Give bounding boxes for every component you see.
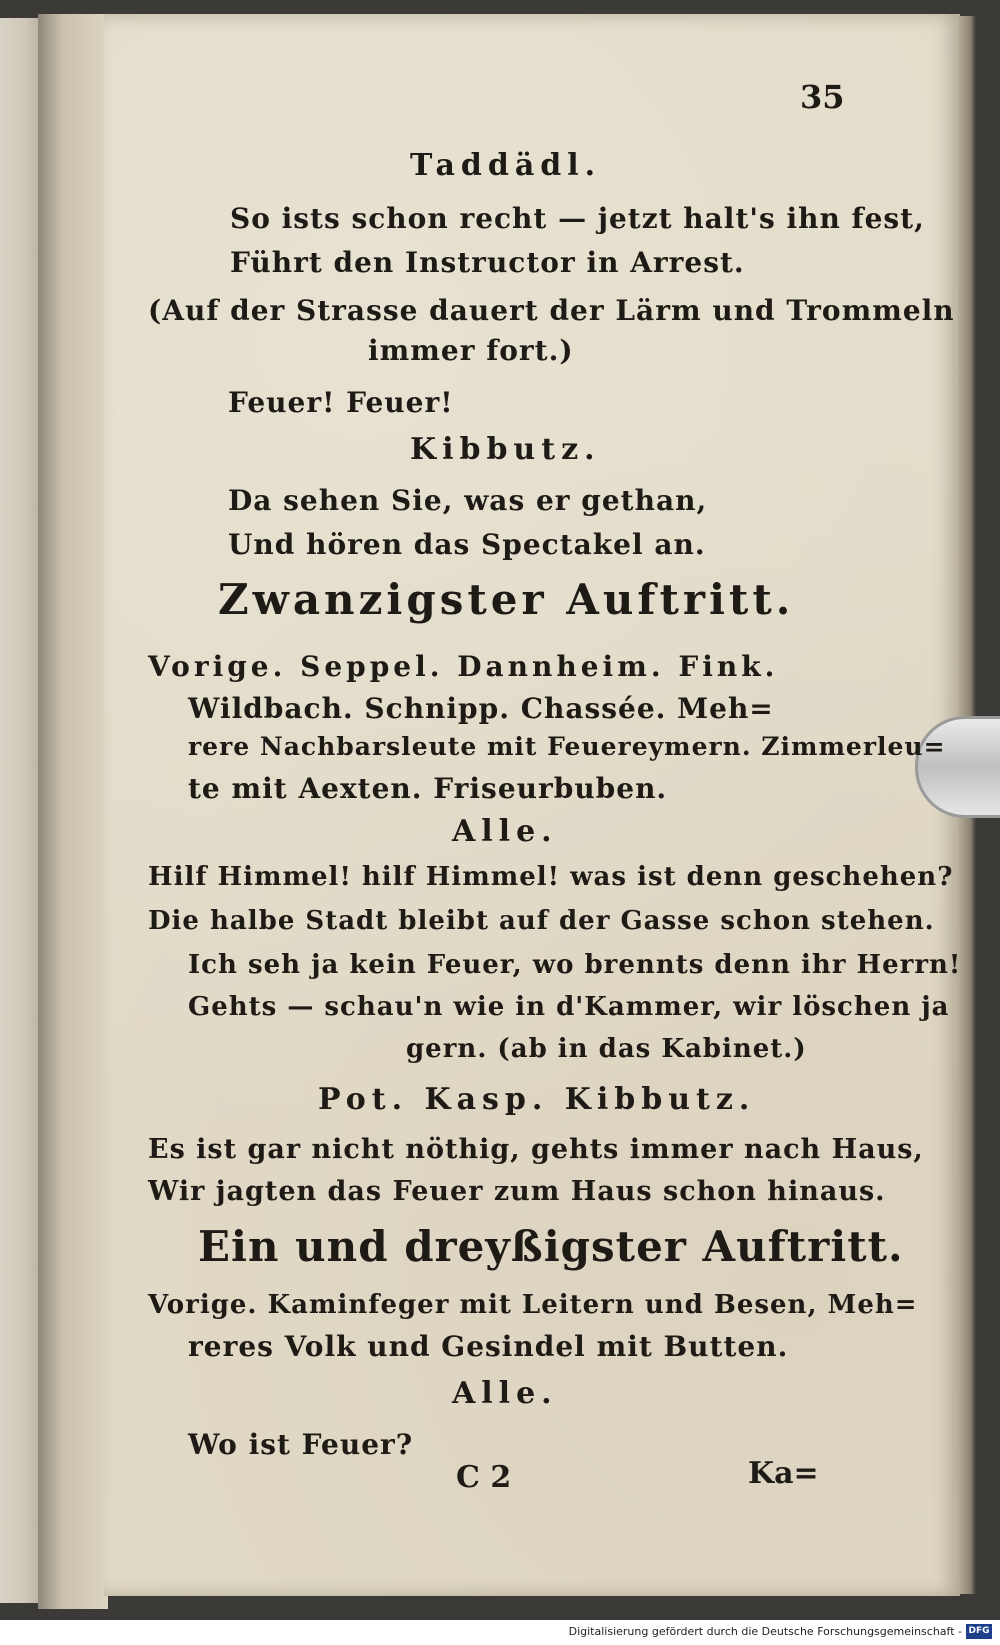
cast-list: rere Nachbarsleute mit Feuereymern. Zimmerleu= [188,732,946,761]
verse-line: gern. (ab in das Kabinet.) [406,1034,807,1064]
book-gutter [38,14,108,1609]
verse-line: Da sehen Sie, was er gethan, [228,484,708,517]
page-number: 35 [800,78,845,116]
speaker-name: Pot. Kasp. Kibbutz. [318,1082,756,1117]
stage-direction: (Auf der Strasse dauert der Lärm und Trommeln [148,294,955,327]
scene-heading: Zwanzigster Auftritt. [218,575,795,624]
speaker-name: Taddädl. [410,148,602,183]
cast-list: Vorige. Seppel. Dannheim. Fink. [148,650,779,683]
verse-line: Wo ist Feuer? [188,1428,414,1461]
cast-list: reres Volk und Gesindel mit Butten. [188,1330,789,1363]
speaker-name: Kibbutz. [410,432,601,467]
speaker-name: Alle. [452,1376,558,1411]
verse-line: So ists schon recht — jetzt halt's ihn fest, [230,202,925,235]
verse-line: Und hören das Spectakel an. [228,528,706,561]
cast-list: Vorige. Kaminfeger mit Leitern und Besen, Meh= [148,1290,918,1320]
stage-direction: immer fort.) [368,334,574,367]
verse-line: Es ist gar nicht nöthig, gehts immer nach Haus, [148,1134,924,1165]
speaker-name: Alle. [452,814,558,849]
footer-bar [0,1620,1000,1645]
funding-notice: Digitalisierung gefördert durch die Deutsche Forschungsgemeinschaft - [568,1625,962,1638]
catchword: Ka= [748,1456,819,1491]
verse-line: Hilf Himmel! hilf Himmel! was ist denn geschehen? [148,862,954,892]
verse-line: Wir jagten das Feuer zum Haus schon hinaus. [148,1176,886,1207]
verse-line: Führt den Instructor in Arrest. [230,246,745,279]
cast-list: Wildbach. Schnipp. Chassée. Meh= [188,692,774,725]
verse-line: Ich seh ja kein Feuer, wo brennts denn ihr Herrn! [188,950,962,980]
verse-line: Feuer! Feuer! [228,386,454,419]
cast-list: te mit Aexten. Friseurbuben. [188,772,668,805]
dfg-logo-icon[interactable]: DFG [966,1624,992,1639]
verse-line: Gehts — schau'n wie in d'Kammer, wir löschen ja [188,992,950,1022]
signature-mark: C 2 [456,1460,512,1495]
scene-heading: Ein und dreyßigster Auftritt. [198,1222,904,1271]
verse-line: Die halbe Stadt bleibt auf der Gasse schon stehen. [148,906,935,936]
facing-page-edge [0,18,42,1603]
